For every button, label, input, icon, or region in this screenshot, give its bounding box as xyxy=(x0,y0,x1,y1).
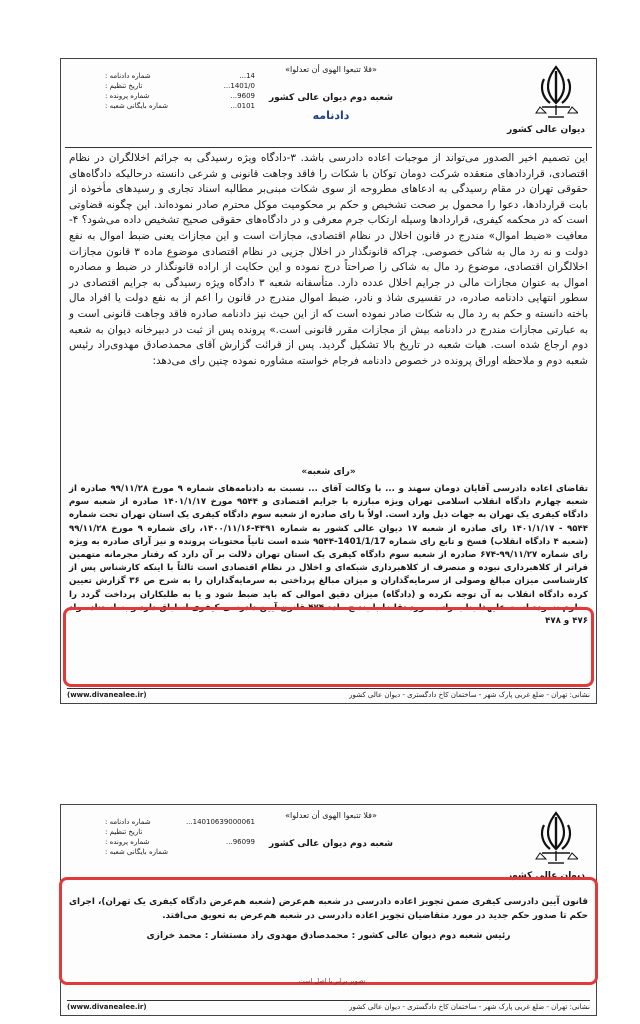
verdict-title: «رای شعبه» xyxy=(301,467,356,477)
court-name: دیوان عالی کشور xyxy=(507,125,585,135)
meta-label: تاریخ تنظیم : xyxy=(105,82,143,90)
bismillah: «فلا تتبعوا الهوی أن تعدلوا» xyxy=(285,65,377,74)
case-meta xyxy=(105,71,255,111)
meta-label: شماره پرونده : xyxy=(105,92,150,100)
ruling-text: قانون آیین دادرسی کیفری ضمن تجویز اعاده دادرسی در شعبه هم‌عرض (شعبه هم‌عرض دادگاه کیفری یک تهران)، اجرای حکم تا صدور حکم جدید در مورد متقاضیان تجویز اعاده دادرسی در شعبه هم‌عرض به تعویق می‌افتد. xyxy=(69,897,588,921)
meta-value: 0101... xyxy=(230,102,255,110)
header-divider xyxy=(65,147,592,148)
document-page-1 xyxy=(60,58,597,704)
meta-value: 9609... xyxy=(230,92,255,100)
iran-emblem-icon xyxy=(534,63,578,119)
meta-label: شماره دادنامه : xyxy=(105,72,151,80)
document-page-2 xyxy=(60,804,597,1016)
red-highlight-box xyxy=(63,607,594,687)
doc-title: دادنامه xyxy=(312,109,350,122)
verdict-text: تقاضای اعاده دادرسی آقایان دومان سهند و ... با وکالت آقای ... نسبت به دادنامه‌های شماره ۹ مورخ ۹۹/۱۱/۲۸ صادره از شعبه چهارم دادگاه انقلاب اسلامی تهران ویژه مبارزه با جرایم اقتصادی و ۹۵۴۴ مورخ ۱۴۰۱/۱/۱۷ صادره از شعبه سوم دادگاه کیفری یک تهران به جهات ذیل وارد است. اولاً با رای صادره از شعبه سوم دادگاه کیفری یک استان تهران تحت شماره ۹۵۴۴ - ۱۴۰۱/۱/۱۷ رای صادره از شعبه ۱۷ دیوان عالی کشور به شماره ۴۴۹۱-۱۴۰۰/۱۱/۱۶، رای شماره ۹ مورخ ۹۹/۱۱/۲۸ (شعبه ۴ دادگاه انقلاب) فسخ و تابع رای شماره 1401/1/17-۹۵۴۴ شده است ثانیاً محتویات پرونده و نیز آرای صادره به ویژه رای شماره ۹۹/۱۱/۲۷-۶۷۴ صادره از شعبه سوم دادگاه کیفری یک استان تهران دلالت بر آن دارد که رفتار مجرمانه متهمین فراتر از کلاهبرداری نبوده و منصرف از کلاهبرداری شبکه‌ای و اخلال در نظام اقتصادی است ثالثاً با اینکه کارشناس پس از کارشناسی میزان مبالغ وصولی از سرمایه‌گذاران و میزان مبالغ پرداختی به سرمایه‌گذاران را به شرح ص ۳۶ گزارش تعیین کرده دادگاه انقلاب به آن توجه نکرده و (دادگاه) میزان دقیق اموالی که باید ضبط شود و یا به طلبکاران پرداخت گردد را معلوم ننموده است علیهذا بنا بمراتب مورد تقاضا با بند ج ماده ۴۷۴ قانون آیین دادرسی کیفری انطباق دارد و به استناد مواد ۴۷۶ و ۴۷۸ xyxy=(69,484,589,627)
footer-site: (www.divanealee.ir) xyxy=(67,1003,147,1011)
meta-value: 14010639000061... xyxy=(185,818,255,826)
meta-value: 96099... xyxy=(226,838,255,846)
bismillah: «فلا تتبعوا الهوی أن تعدلوا» xyxy=(285,811,377,820)
footer-site: (www.divanealee.ir) xyxy=(67,691,147,699)
meta-value: 14... xyxy=(239,72,255,80)
meta-label: شماره دادنامه : xyxy=(105,818,151,826)
meta-label: تاریخ تنظیم : xyxy=(105,828,143,836)
meta-label: شماره بایگانی شعبه : xyxy=(105,102,169,110)
case-meta xyxy=(105,817,255,857)
page-header xyxy=(61,59,596,145)
meta-label: شماره بایگانی شعبه : xyxy=(105,848,169,856)
meta-value: 1401/0... xyxy=(223,82,255,90)
court-name: دیوان عالی کشور xyxy=(507,871,585,881)
page-footer xyxy=(67,1000,590,1011)
iran-emblem-icon xyxy=(534,809,578,865)
branch-name: شعبه دوم دیوان عالی کشور xyxy=(268,839,394,849)
page-footer xyxy=(67,688,590,699)
branch-name: شعبه دوم دیوان عالی کشور xyxy=(268,93,394,103)
page-gap xyxy=(0,712,640,792)
petition-body: این تصمیم اخیر الصدور می‌تواند از موجبات اعاده دادرسی باشد. ۳-دادگاه ویژه رسیدگی به جرائم اخلالگران در نظام اقتصادی، قراردادهای منعقده شرکت دومان توکان با شکات را فاقد وجاهت قانونی و شرعی دانسته درحالیکه دادگاه‌های حقوقی تهران در مقام رسیدگی به ادعاهای مطروحه از سوی شکات مبنی‌بر مطالبه اسناد تجاری و رسیدهای مأخوذه از بابت قراردادها، دعوا را محمول بر صحت تشخیص و حکم بر محکومیت موکل محترم صادر نموده‌اند. این چگونه قضاوتی است که در محکمه کیفری، قراردادها وسیله ارتکاب جرم معرفی و در دادگاه‌های حقوقی صحیح تشخیص داده می‌شود؟ ۴-معافیت «ضبط اموال» مندرج در قانون اخلال در نظام اقتصادی، مجازات است و این مجازات یعنی ضبط اموال به نفع دولت و نه رد مال به شاکی خصوصی. چراکه قانونگذار در اخلال جزیی در نظام اقتصادی موضوع ماده ۳ قانون مجازات اخلالگران اقتصادی، موضوع رد مال به شاکی را صراحتاً درج نموده و این حکایت از اراده قانونگذار در ضبط و مصادره اموال به عنوان مجازات مالی در جرایم اخلال عدده دارد. متأسفانه شعبه ۳ دادگاه ویژه رسیدگی به جرایم اقتصادی در سطور انتهایی دادنامه صادره، در تفسیری شاذ و نادر، ضبط اموال مندرج در قانون را اعم از به نفع دولت یا افراد مال باخته دانسته و حکم به رد مال به شکات صادر نموده است که از این حیث نیز دادنامه صادره فاقد وجاهت قانونی است و به عبارتی مجازات مندرج در دادنامه بیش از مجازات مقرر قانونی است.» پرونده پس از ثبت در دبیرخانه دیوان به شعبه دوم ارجاع شده است. هیات شعبه در تاریخ بالا تشکیل گردید. پس از قرائت گزارش آقای محمدصادق مهدوی‌راد رئیس شعبه دوم و ملاحظه اوراق پرونده در خصوص دادنامه فرجام خواسته مشاوره نموده چنین رای می‌دهد: xyxy=(69,152,589,367)
meta-label: شماره پرونده : xyxy=(105,838,150,846)
copy-certification: تصویر برابر با اصل است. xyxy=(296,977,366,985)
signatories: رئیس شعبه دوم دیوان عالی کشور : محمدصادق مهدوی راد مستشار : محمد خرازی xyxy=(146,931,511,941)
footer-address: نشانی: تهران - ضلع غربی پارک شهر - ساختمان کاخ دادگستری - دیوان عالی کشور xyxy=(349,1003,590,1011)
footer-address: نشانی: تهران - ضلع غربی پارک شهر - ساختمان کاخ دادگستری - دیوان عالی کشور xyxy=(349,691,590,699)
